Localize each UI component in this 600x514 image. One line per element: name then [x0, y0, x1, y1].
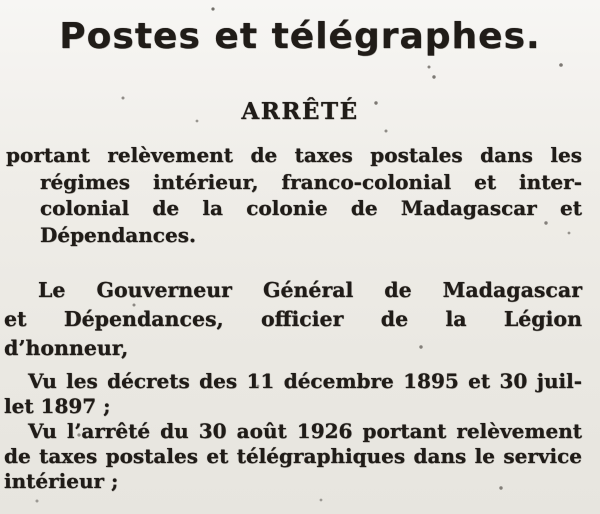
paragraph-vu-arrete-1926 [0, 419, 582, 494]
text-line: Vu l’arrêté du 30 août 1926 portant relèvement [28, 419, 582, 443]
paper-speckle-noise [0, 0, 2, 2]
text-line: régimes intérieur, franco-colonial et inter- [40, 169, 582, 194]
decree-body [0, 142, 600, 494]
text-line: et Dépendances, officier de la Légion [4, 307, 582, 331]
text-line: d’honneur, [4, 336, 129, 360]
text-line: colonial de la colonie de Madagascar et [40, 196, 582, 220]
text-line: Dépendances. [40, 222, 196, 247]
paragraph-vu-decrets [0, 369, 582, 419]
section-title: Postes et télégraphes. [59, 16, 541, 57]
text-line: Vu les décrets des 11 décembre 1895 et 30 juil- [28, 369, 582, 393]
text-line: portant relèvement de taxes postales dans les [6, 143, 582, 167]
decree-heading: ARRÊTÉ [241, 98, 359, 125]
text-line: let 1897 ; [4, 394, 111, 418]
paragraph-governor [0, 276, 582, 363]
text-line: intérieur ; [4, 469, 119, 493]
text-line: Le Gouverneur Général de Madagascar [38, 278, 582, 302]
text-line: de taxes postales et télégraphiques dans le service [4, 444, 582, 468]
paragraph-decree-subject [0, 142, 582, 248]
